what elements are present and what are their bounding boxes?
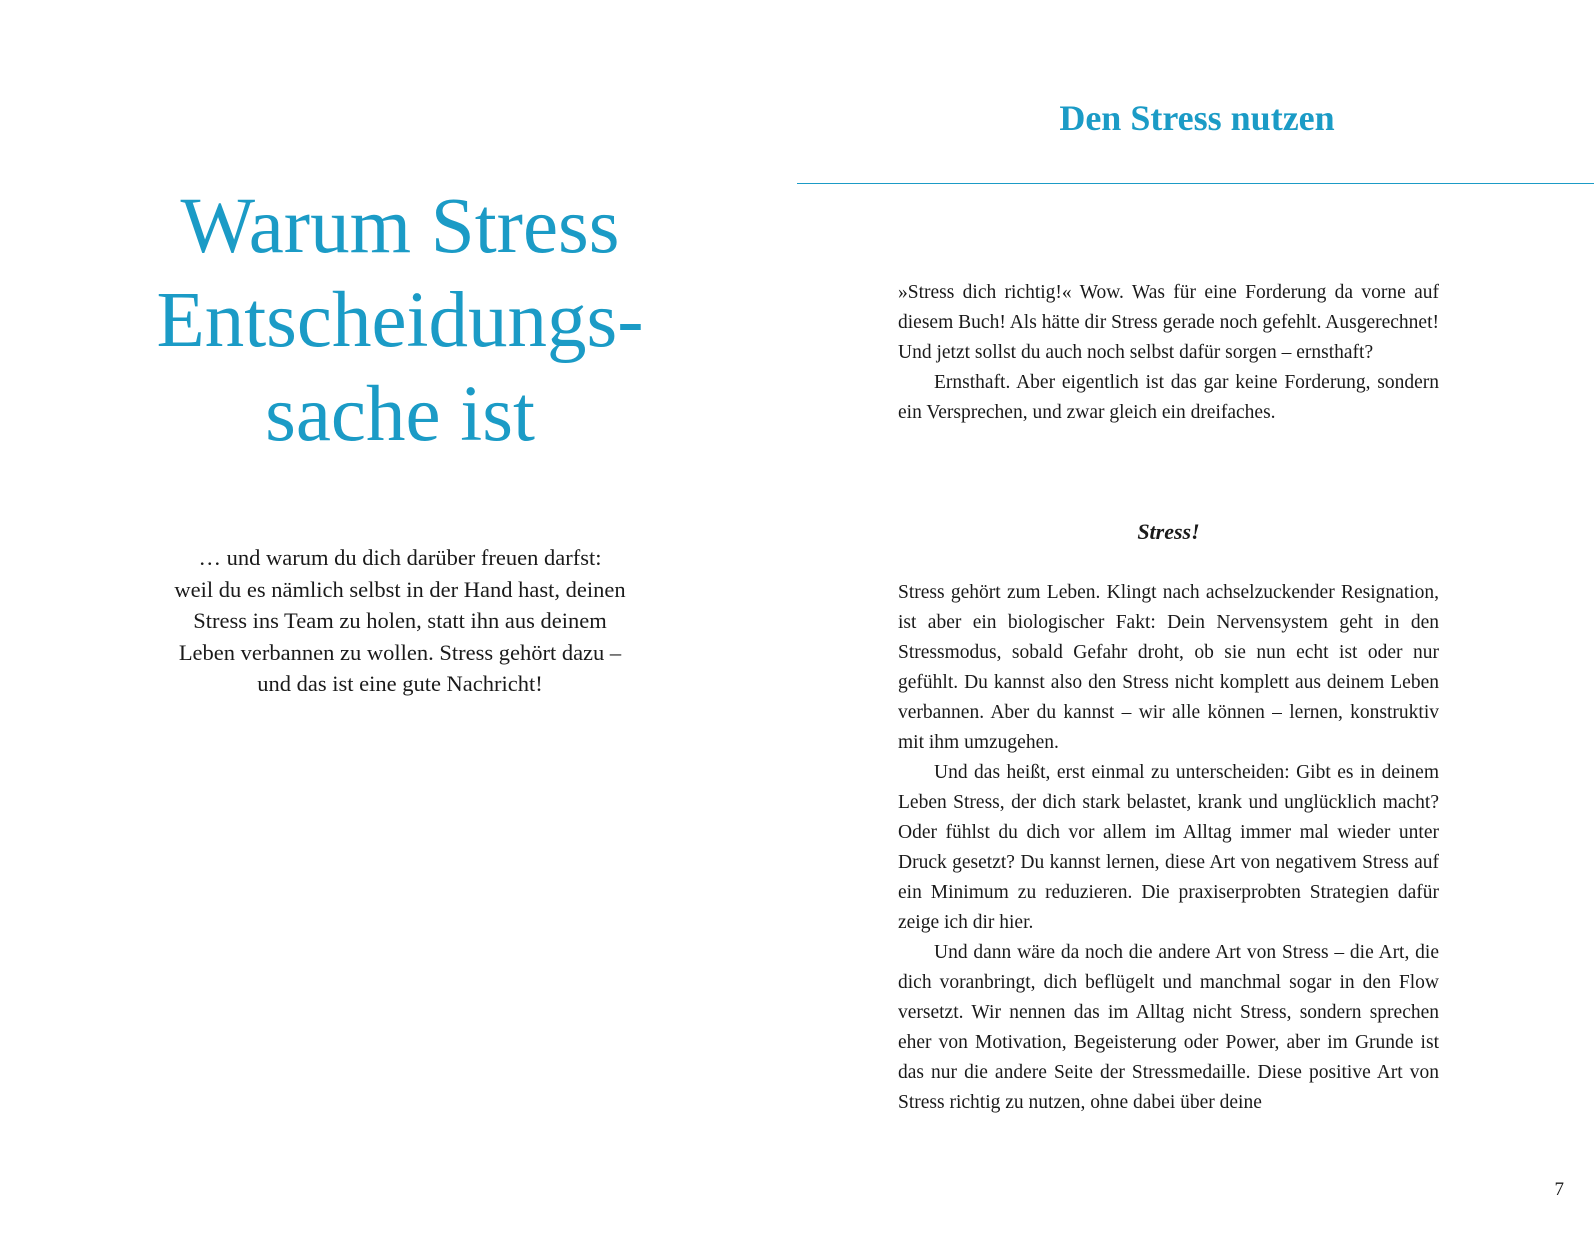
section-subheading: Stress! — [1137, 519, 1200, 544]
chapter-title — [90, 180, 710, 462]
paragraph: Und dann wäre da noch die andere Art von Stress – die Art, die dich voranbringt, dich beflügelt und manchmal sogar in den Flow versetzt. Wir nennen das im Alltag nicht Stress, sondern sprechen eher von Motivation, Begeisterung oder Power, aber im Grunde ist das nur die andere Seite der Stressmedaille. Diese positive Art von Stress richtig zu nutzen, ohne dabei über deine — [898, 942, 1439, 1113]
paragraph: Ernsthaft. Aber eigentlich ist das gar keine Forderung, sondern ein Versprechen, und zwar gleich ein dreifaches. — [898, 372, 1439, 423]
header-rule — [797, 183, 1594, 184]
chapter-intro-line: Stress ins Team zu holen, statt ihn aus deinem — [193, 608, 607, 633]
running-head: Den Stress nutzen — [1059, 98, 1335, 138]
chapter-title-line: Warum Stress — [180, 183, 620, 270]
paragraph: Stress gehört zum Leben. Klingt nach achselzuckender Resignation, ist aber ein biologischer Fakt: Dein Nervensystem geht in den Stressmodus, sobald Gefahr droht, ob sie nun echt ist oder nur gefühlt. Du kannst also den Stress nicht komplett aus deinem Leben verbannen. Aber du kannst – wir alle können – lernen, konstruktiv mit ihm umzugehen. — [898, 582, 1439, 753]
chapter-title-line: Entscheidungs- — [156, 277, 644, 364]
intro-text-block — [898, 278, 1439, 428]
right-page — [797, 0, 1594, 1240]
page-number: 7 — [1554, 1179, 1564, 1200]
paragraph: Und das heißt, erst einmal zu unterscheiden: Gibt es in deinem Leben Stress, der dich stark belastet, krank und unglücklich macht? Oder fühlst du dich vor allem im Alltag immer mal wieder unter Druck gesetzt? Du kannst lernen, diese Art von negativem Stress auf ein Minimum zu reduzieren. Die praxiserprobten Strategien dafür zeige ich dir hier. — [898, 762, 1439, 933]
chapter-intro-line: weil du es nämlich selbst in der Hand hast, deinen — [174, 576, 626, 602]
chapter-intro-line: … und warum du dich darüber freuen darfst: — [198, 545, 602, 570]
chapter-intro-line: und das ist eine gute Nachricht! — [257, 671, 543, 696]
chapter-intro-line: Leben verbannen zu wollen. Stress gehört dazu – — [178, 639, 622, 665]
chapter-title-line: sache ist — [265, 371, 535, 458]
body-text-block — [898, 578, 1439, 1118]
chapter-intro — [130, 542, 670, 700]
paragraph: »Stress dich richtig!« Wow. Was für eine Forderung da vorne auf diesem Buch! Als hätte dir Stress gerade noch gefehlt. Ausgerechnet! Und jetzt sollst du auch noch selbst dafür sorgen – ernsthaft? — [898, 282, 1439, 363]
